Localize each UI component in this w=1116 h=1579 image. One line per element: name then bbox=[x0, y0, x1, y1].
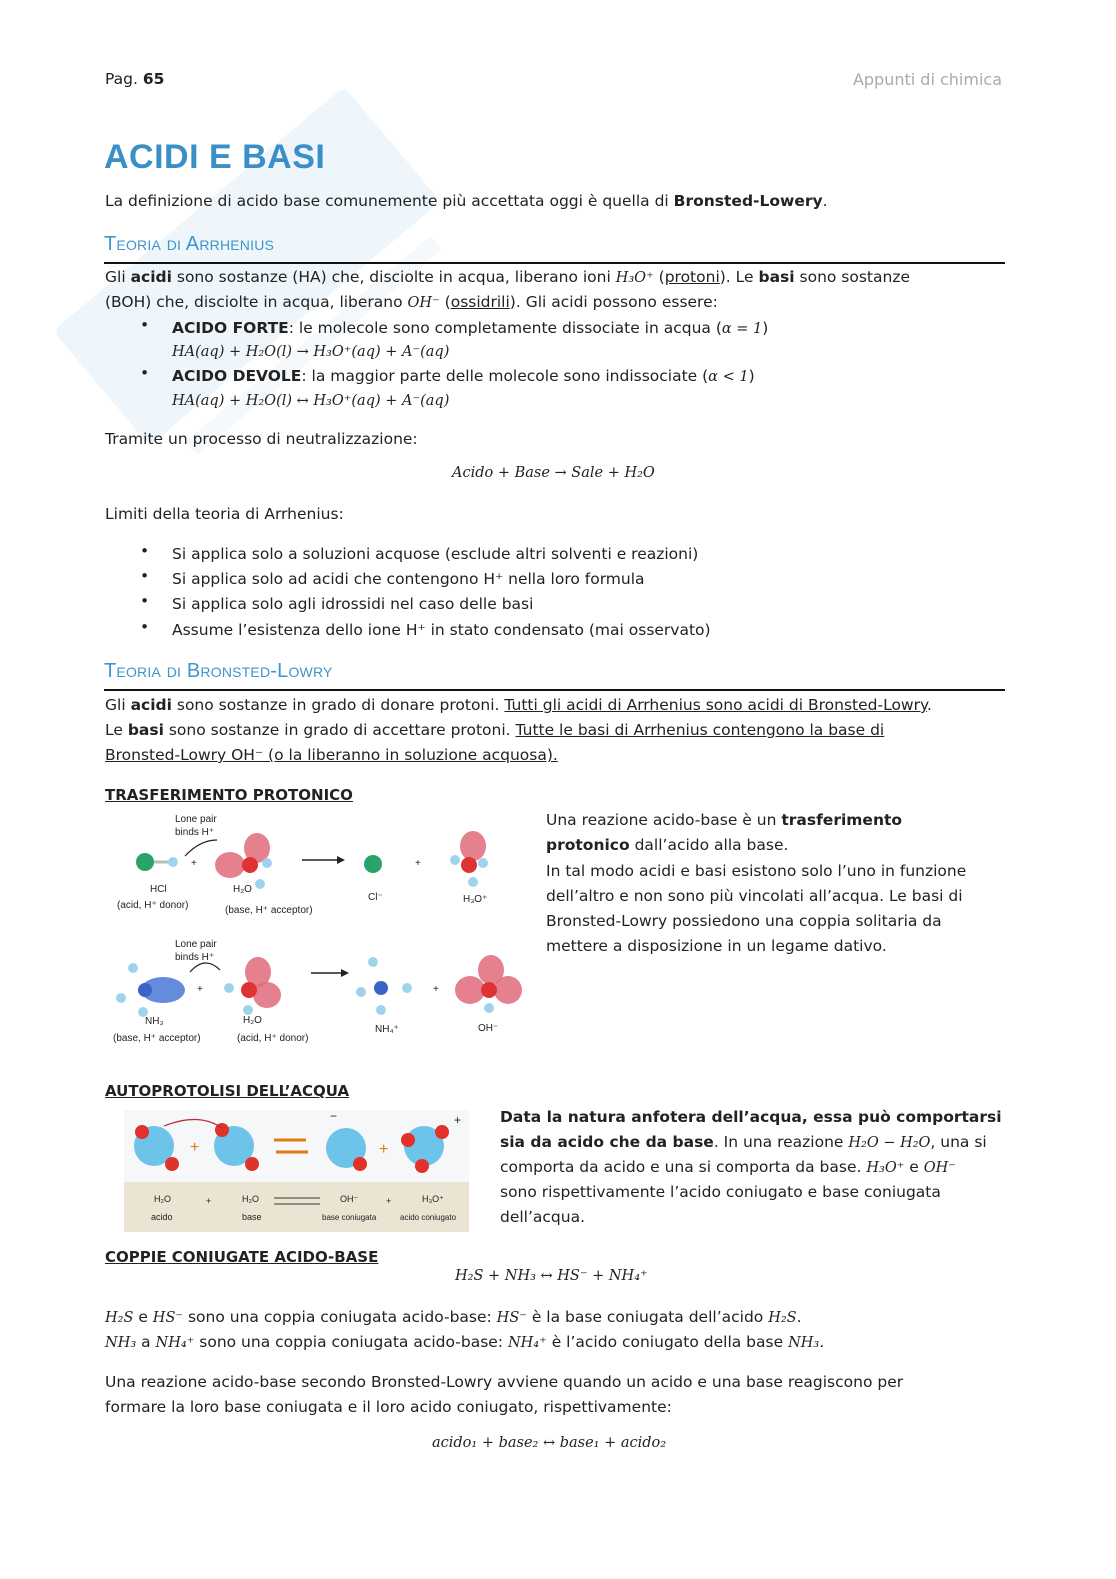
fig-label: binds H⁺ bbox=[175, 827, 215, 838]
fig-label: NH₄⁺ bbox=[375, 1024, 399, 1035]
arrhenius-line-1: Gli acidi sono sostanze (HA) che, disciolte in acqua, liberano ioni H₃O⁺ (protoni). Le basi sono sostanze bbox=[105, 268, 911, 286]
fig-label: Cl⁻ bbox=[368, 892, 383, 903]
hydrogen-atom bbox=[484, 1003, 494, 1013]
acido-forte-item: ACIDO FORTE: le molecole sono completamente dissociate in acqua (α = 1) bbox=[172, 319, 769, 337]
page-title: ACIDI E BASI bbox=[104, 138, 326, 176]
bullet: • bbox=[140, 542, 150, 560]
intro-paragraph: La definizione di acido base comunemente più accettata oggi è quella di Bronsted-Lowery. bbox=[105, 192, 828, 210]
autoprotolisi-text-2: sia da acido che da base. In una reazione H₂O − H₂O, una si bbox=[500, 1133, 987, 1151]
lone-pair-lobe bbox=[455, 976, 485, 1004]
lone-pair-lobe bbox=[215, 852, 245, 878]
neutralization-equation: Acido + Base → Sale + H₂O bbox=[452, 465, 655, 481]
reaction-arrowhead bbox=[341, 969, 349, 977]
fig-label: (base, H⁺ acceptor) bbox=[225, 905, 313, 916]
fig-label: + bbox=[415, 858, 421, 869]
hydrogen-atom bbox=[415, 1159, 429, 1173]
coppie-line-2: NH₃ a NH₄⁺ sono una coppia coniugata acido-base: NH₄⁺ è l’acido coniugato della base NH₃. bbox=[105, 1333, 825, 1351]
trasferimento-text-5: Bronsted-Lowry possiedono una coppia solitaria da bbox=[546, 912, 942, 930]
fig-label: HCl bbox=[150, 884, 167, 895]
acido-forte-equation: HA(aq) + H₂O(l) → H₃O⁺(aq) + A⁻(aq) bbox=[172, 344, 450, 360]
fig-label: + bbox=[191, 858, 197, 869]
bronsted-line-3: Bronsted-Lowry OH⁻ (o la liberanno in soluzione acquosa). bbox=[105, 746, 558, 764]
limit-item: Si applica solo a soluzioni acquose (esclude altri solventi e reazioni) bbox=[172, 545, 699, 563]
section-rule bbox=[104, 689, 1005, 691]
hydrogen-atom bbox=[255, 879, 265, 889]
fig-label: Lone pair bbox=[175, 814, 217, 825]
coppie-paragraph-2: formare la loro base coniugata e il loro acido coniugato, rispettivamente: bbox=[105, 1398, 672, 1416]
lone-pair-arrow bbox=[185, 840, 217, 856]
oxygen-atom bbox=[241, 982, 257, 998]
fig-label: H₂O bbox=[243, 1015, 262, 1026]
fig-label: H₂O bbox=[233, 884, 252, 895]
fig-label: + bbox=[206, 1196, 212, 1206]
arrhenius-line-2: (BOH) che, disciolte in acqua, liberano OH⁻ (ossidrili). Gli acidi possono essere: bbox=[105, 293, 718, 311]
autoprotolysis-figure bbox=[124, 1110, 469, 1232]
fig-label: base coniugata bbox=[322, 1213, 377, 1222]
hydrogen-atom bbox=[353, 1157, 367, 1171]
nitrogen-atom bbox=[138, 983, 152, 997]
autoprotolisi-text-4: sono rispettivamente l’acido coniugato e base coniugata bbox=[500, 1183, 941, 1201]
subheading-trasferimento: TRASFERIMENTO PROTONICO bbox=[105, 786, 353, 804]
fig-label: (base, H⁺ acceptor) bbox=[113, 1033, 201, 1044]
coppie-paragraph-1: Una reazione acido-base secondo Bronsted-Lowry avviene quando un acido e una base reagiscono per bbox=[105, 1373, 904, 1391]
figure-caption-band bbox=[124, 1182, 469, 1232]
oxygen-atom bbox=[242, 857, 258, 873]
limit-item: Si applica solo ad acidi che contengono H⁺ nella loro formula bbox=[172, 570, 645, 588]
coppie-equation: H₂S + NH₃ ↔ HS⁻ + NH₄⁺ bbox=[455, 1268, 648, 1284]
fig-label: Lone pair bbox=[175, 939, 217, 950]
fig-label: + bbox=[433, 984, 439, 995]
acido-debole-equation: HA(aq) + H₂O(l) ↔ H₃O⁺(aq) + A⁻(aq) bbox=[172, 393, 450, 409]
hydrogen-atom bbox=[402, 983, 412, 993]
autoprotolisi-text-3: comporta da acido e una si comporta da base. H₃O⁺ e OH⁻ bbox=[500, 1158, 956, 1176]
document-title: Appunti di chimica bbox=[852, 70, 1002, 89]
proton-transfer-figure bbox=[105, 810, 530, 1050]
fig-label: base bbox=[242, 1212, 262, 1222]
lone-pair-lobe bbox=[460, 831, 486, 861]
fig-label: H₃O⁺ bbox=[463, 894, 488, 905]
oxygen-atom bbox=[461, 857, 477, 873]
hydrogen-atom bbox=[262, 858, 272, 868]
trasferimento-text-2: protonico dall’acido alla base. bbox=[546, 836, 789, 854]
fig-label: (acid, H⁺ donor) bbox=[237, 1033, 309, 1044]
fig-label: acido coniugato bbox=[400, 1213, 457, 1222]
bullet: • bbox=[140, 618, 150, 636]
autoprotolisi-text-5: dell’acqua. bbox=[500, 1208, 586, 1226]
trasferimento-text-6: mettere a disposizione in un legame dativo. bbox=[546, 937, 887, 955]
bronsted-line-1: Gli acidi sono sostanze in grado di donare protoni. Tutti gli acidi di Arrhenius sono acidi di Bronsted-Lowry. bbox=[105, 696, 932, 714]
fig-label: OH⁻ bbox=[478, 1023, 499, 1034]
section-heading-arrhenius: Teoria di Arrhenius bbox=[104, 233, 275, 255]
fig-label: acido bbox=[151, 1212, 173, 1222]
trasferimento-text-1: Una reazione acido-base è un trasferimento bbox=[546, 811, 903, 829]
lone-pair-lobe bbox=[253, 982, 281, 1008]
limits-intro: Limiti della teoria di Arrhenius: bbox=[105, 505, 344, 523]
hydrogen-atom bbox=[116, 993, 126, 1003]
limit-item: Assume l’esistenza dello ione H⁺ in stato condensato (mai osservato) bbox=[172, 621, 711, 639]
hydrogen-atom bbox=[478, 858, 488, 868]
hydrogen-atom bbox=[450, 855, 460, 865]
hydrogen-atom bbox=[128, 963, 138, 973]
bronsted-line-2: Le basi sono sostanze in grado di accettare protoni. Tutte le basi di Arrhenius contengono la base di bbox=[105, 721, 885, 739]
fig-label: + bbox=[190, 1139, 200, 1156]
fig-label: binds H⁺ bbox=[175, 952, 215, 963]
subheading-coppie: COPPIE CONIUGATE ACIDO-BASE bbox=[105, 1248, 379, 1266]
page-number: Pag. 65 bbox=[105, 70, 165, 88]
autoprotolisi-text-1: Data la natura anfotera dell’acqua, essa può comportarsi bbox=[500, 1108, 1002, 1126]
fig-label: H₂O bbox=[242, 1194, 259, 1204]
coppie-line-1: H₂S e HS⁻ sono una coppia coniugata acido-base: HS⁻ è la base coniugata dell’acido H₂S. bbox=[105, 1308, 802, 1326]
hydrogen-atom bbox=[168, 857, 178, 867]
hydrogen-atom bbox=[245, 1157, 259, 1171]
fig-label: − bbox=[330, 1110, 338, 1123]
fig-label: H₃O⁺ bbox=[422, 1194, 444, 1204]
final-equation: acido₁ + base₂ ↔ base₁ + acido₂ bbox=[432, 1435, 667, 1451]
hydrogen-atom bbox=[401, 1133, 415, 1147]
fig-label: + bbox=[379, 1141, 389, 1158]
bullet: • bbox=[140, 364, 150, 382]
reaction-arrowhead bbox=[337, 856, 345, 864]
fig-label: NH₃ bbox=[145, 1016, 164, 1027]
hydrogen-atom bbox=[165, 1157, 179, 1171]
hydrogen-atom bbox=[368, 957, 378, 967]
trasferimento-text-3: In tal modo acidi e basi esistono solo l’uno in funzione bbox=[546, 862, 967, 880]
fig-label: + bbox=[454, 1113, 462, 1127]
hydrogen-atom bbox=[224, 983, 234, 993]
hydrogen-atom bbox=[435, 1125, 449, 1139]
chlorine-atom bbox=[136, 853, 154, 871]
hydrogen-atom bbox=[135, 1125, 149, 1139]
lone-pair-arrow bbox=[190, 963, 220, 972]
chlorine-ion bbox=[364, 855, 382, 873]
subheading-autoprotolisi: AUTOPROTOLISI DELL’ACQUA bbox=[105, 1082, 350, 1100]
fig-label: (acid, H⁺ donor) bbox=[117, 900, 189, 911]
limit-item: Si applica solo agli idrossidi nel caso delle basi bbox=[172, 595, 534, 613]
bullet: • bbox=[140, 567, 150, 585]
section-rule bbox=[104, 262, 1005, 264]
hydrogen-atom bbox=[376, 1005, 386, 1015]
hydrogen-atom bbox=[243, 1005, 253, 1015]
bullet: • bbox=[140, 316, 150, 334]
fig-label: + bbox=[386, 1196, 392, 1206]
hydrogen-atom bbox=[356, 987, 366, 997]
fig-label: H₂O bbox=[154, 1194, 171, 1204]
nitrogen-atom bbox=[374, 981, 388, 995]
lone-pair-lobe bbox=[494, 976, 522, 1004]
hydrogen-atom bbox=[468, 877, 478, 887]
fig-label: + bbox=[197, 984, 203, 995]
oxygen-atom bbox=[481, 982, 497, 998]
acido-debole-item: ACIDO DEVOLE: la maggior parte delle molecole sono indissociate (α < 1) bbox=[172, 367, 755, 385]
fig-label: OH⁻ bbox=[340, 1194, 359, 1204]
trasferimento-text-4: dell’altro e non sono più vincolati all’acqua. Le basi di bbox=[546, 887, 963, 905]
section-heading-bronsted: Teoria di Bronsted-Lowry bbox=[104, 660, 333, 682]
neutralization-intro: Tramite un processo di neutralizzazione: bbox=[105, 430, 418, 448]
bullet: • bbox=[140, 592, 150, 610]
